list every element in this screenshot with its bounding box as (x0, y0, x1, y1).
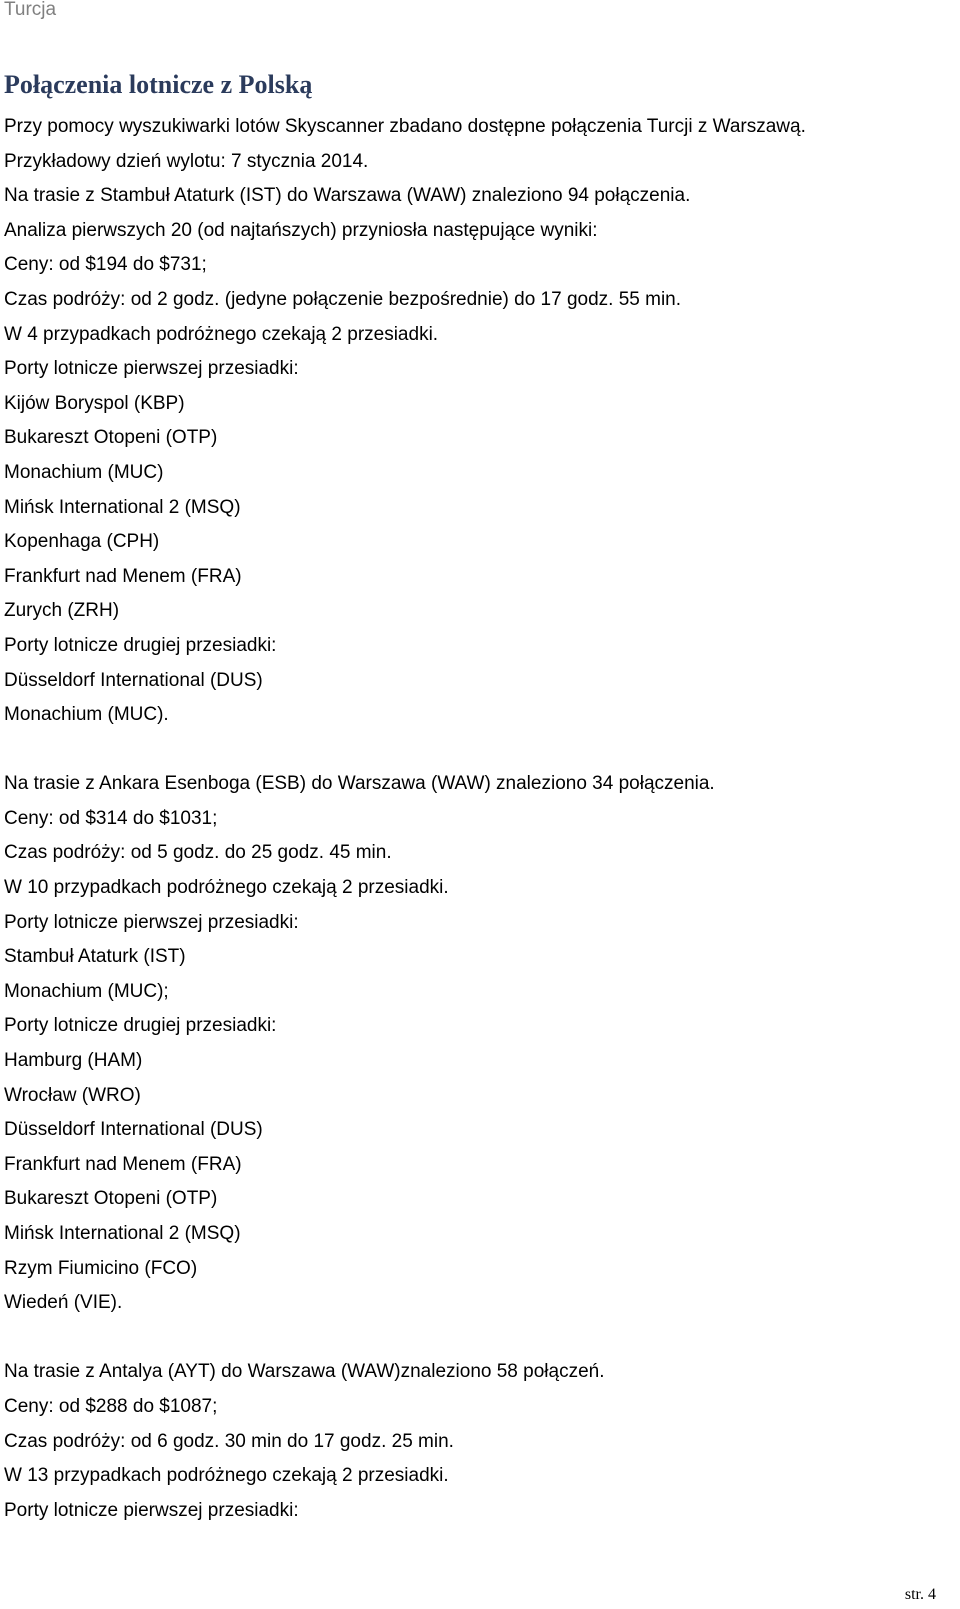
text-line: Ceny: od $288 do $1087; (4, 1395, 218, 1417)
text-line: Analiza pierwszych 20 (od najtańszych) przyniosła następujące wyniki: (4, 219, 598, 241)
text-line: Bukareszt Otopeni (OTP) (4, 1188, 218, 1210)
text-line: Czas podróży: od 5 godz. do 25 godz. 45 min. (4, 842, 392, 864)
text-line: Düsseldorf International (DUS) (4, 1119, 263, 1141)
text-line: Hamburg (HAM) (4, 1050, 143, 1072)
text-line: Kopenhaga (CPH) (4, 531, 160, 553)
text-line: W 13 przypadkach podróżnego czekają 2 przesiadki. (4, 1465, 449, 1487)
text-line: Ceny: od $314 do $1031; (4, 807, 218, 829)
page-title: Połączenia lotnicze z Polską (4, 70, 313, 99)
text-line: Przy pomocy wyszukiwarki lotów Skyscanner zbadano dostępne połączenia Turcji z Warszawą. (4, 116, 806, 137)
text-line: Na trasie z Stambuł Ataturk (IST) do Warszawa (WAW) znaleziono 94 połączenia. (4, 185, 691, 207)
running-header: Turcja (4, 0, 57, 20)
text-line: Porty lotnicze drugiej przesiadki: (4, 1015, 277, 1037)
text-line: Frankfurt nad Menem (FRA) (4, 565, 242, 587)
text-line: Düsseldorf International (DUS) (4, 669, 263, 691)
text-line: W 4 przypadkach podróżnego czekają 2 przesiadki. (4, 323, 439, 345)
text-line: Stambuł Ataturk (IST) (4, 946, 186, 968)
text-line: Wiedeń (VIE). (4, 1292, 123, 1314)
blank-line (4, 1321, 960, 1356)
text-line: Czas podróży: od 2 godz. (jedyne połączenie bezpośrednie) do 17 godz. 55 min. (4, 288, 682, 310)
text-line: Wrocław (WRO) (4, 1084, 141, 1106)
text-line: Bukareszt Otopeni (OTP) (4, 427, 218, 449)
text-line: Monachium (MUC). (4, 704, 169, 726)
page-number: str. 4 (904, 1586, 936, 1603)
text-line: Na trasie z Ankara Esenboga (ESB) do Warszawa (WAW) znaleziono 34 połączenia. (4, 773, 715, 795)
text-line: Mińsk International 2 (MSQ) (4, 496, 241, 518)
text-line: Ceny: od $194 do $731; (4, 254, 207, 276)
text-line: Porty lotnicze pierwszej przesiadki: (4, 1499, 299, 1521)
text-line: Rzym Fiumicino (FCO) (4, 1257, 198, 1279)
text-line: W 10 przypadkach podróżnego czekają 2 przesiadki. (4, 877, 449, 899)
text-line: Kijów Boryspol (KBP) (4, 392, 185, 414)
text-line: Frankfurt nad Menem (FRA) (4, 1153, 242, 1175)
text-line: Czas podróży: od 6 godz. 30 min do 17 godz. 25 min. (4, 1430, 454, 1452)
text-line: Zurych (ZRH) (4, 600, 120, 622)
document-body (4, 110, 960, 1528)
text-line: Na trasie z Antalya (AYT) do Warszawa (WAW)znaleziono 58 połączeń. (4, 1361, 605, 1383)
blank-line (4, 733, 960, 768)
text-line: Monachium (MUC) (4, 461, 164, 483)
text-line: Porty lotnicze pierwszej przesiadki: (4, 358, 299, 380)
text-line: Monachium (MUC); (4, 980, 169, 1002)
text-line: Mińsk International 2 (MSQ) (4, 1223, 241, 1244)
text-line: Przykładowy dzień wylotu: 7 stycznia 2014. (4, 150, 369, 172)
text-line: Porty lotnicze pierwszej przesiadki: (4, 911, 299, 933)
text-line: Porty lotnicze drugiej przesiadki: (4, 634, 277, 656)
